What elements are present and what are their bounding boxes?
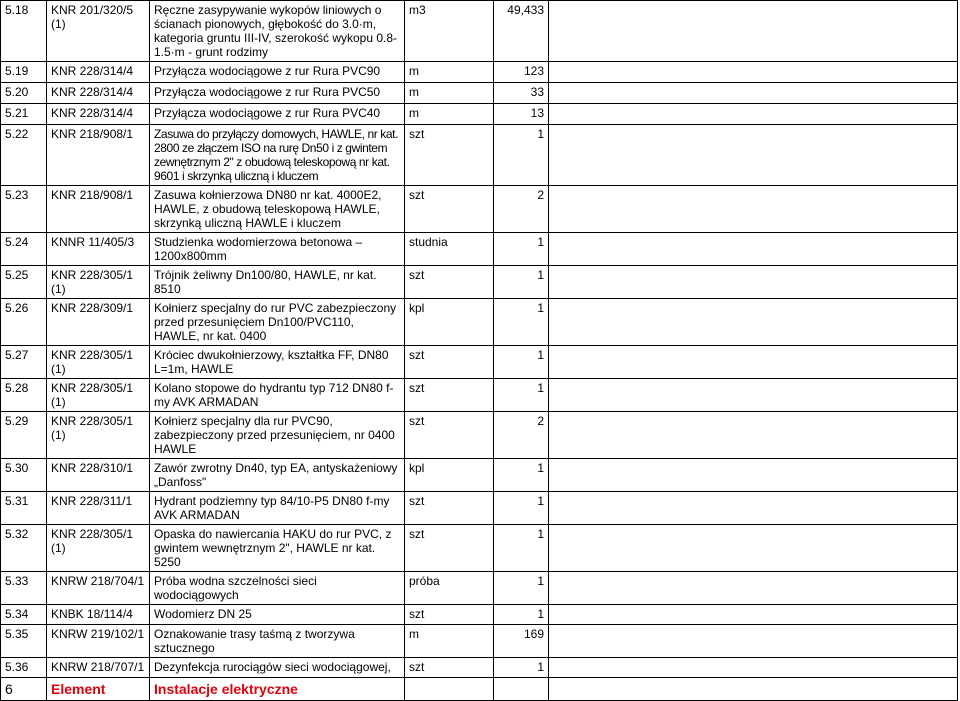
catalog-code-cell: KNR 228/305/1 (1) xyxy=(47,346,150,379)
description-cell: Hydrant podziemny typ 84/10-P5 DN80 f-my AVK ARMADAN xyxy=(150,492,405,525)
item-number-cell: 5.31 xyxy=(1,492,47,525)
empty-cell xyxy=(405,678,494,701)
empty-cell xyxy=(549,379,958,412)
item-number-cell: 5.25 xyxy=(1,266,47,299)
catalog-code-cell: KNRW 219/102/1 xyxy=(47,625,150,658)
quantity-cell: 13 xyxy=(494,104,549,125)
unit-cell: kpl xyxy=(405,459,494,492)
empty-cell xyxy=(549,412,958,459)
empty-cell xyxy=(549,625,958,658)
item-number-cell: 5.35 xyxy=(1,625,47,658)
item-number-cell: 5.36 xyxy=(1,658,47,678)
quantity-cell: 2 xyxy=(494,412,549,459)
quantity-cell: 123 xyxy=(494,62,549,83)
table-row xyxy=(1,459,958,492)
catalog-code-cell: KNR 228/305/1 (1) xyxy=(47,525,150,572)
empty-cell xyxy=(549,525,958,572)
quantity-cell: 1 xyxy=(494,605,549,625)
quantity-cell: 1 xyxy=(494,658,549,678)
table-row xyxy=(1,605,958,625)
empty-cell xyxy=(549,104,958,125)
quantity-cell: 1 xyxy=(494,379,549,412)
catalog-code-cell: KNR 228/309/1 xyxy=(47,299,150,346)
unit-cell: m3 xyxy=(405,1,494,62)
table-row xyxy=(1,412,958,459)
catalog-code-cell: KNR 218/908/1 xyxy=(47,125,150,186)
empty-cell xyxy=(549,299,958,346)
unit-cell: szt xyxy=(405,125,494,186)
unit-cell: m xyxy=(405,83,494,104)
description-cell: Ręczne zasypywanie wykopów liniowych o ścianach pionowych, głębokość do 3.0·m, kategoria gruntu III-IV, szerokość wykopu 0.8-1.5·m - grunt rodzimy xyxy=(150,1,405,62)
unit-cell: m xyxy=(405,104,494,125)
catalog-code-cell: KNR 228/311/1 xyxy=(47,492,150,525)
description-cell: Zawór zwrotny Dn40, typ EA, antyskażeniowy „Danfoss" xyxy=(150,459,405,492)
table-row xyxy=(1,1,958,62)
table-row xyxy=(1,572,958,605)
catalog-code-cell: KNBK 18/114/4 xyxy=(47,605,150,625)
catalog-code-cell: KNNR 11/405/3 xyxy=(47,233,150,266)
unit-cell: szt xyxy=(405,605,494,625)
description-cell: Przyłącza wodociągowe z rur Rura PVC50 xyxy=(150,83,405,104)
quantity-cell: 1 xyxy=(494,492,549,525)
quantity-cell: 2 xyxy=(494,186,549,233)
catalog-code-cell: KNR 228/310/1 xyxy=(47,459,150,492)
description-cell: Kołnierz specjalny do rur PVC zabezpieczony przed przesunięciem Dn100/PVC110, HAWLE, nr kat. 0400 xyxy=(150,299,405,346)
item-number-cell: 5.22 xyxy=(1,125,47,186)
item-number-cell: 5.20 xyxy=(1,83,47,104)
description-cell: Dezynfekcja rurociągów sieci wodociągowej, xyxy=(150,658,405,678)
description-cell: Kołnierz specjalny dla rur PVC90, zabezpieczony przed przesunięciem, nr 0400 HAWLE xyxy=(150,412,405,459)
item-number-cell: 5.18 xyxy=(1,1,47,62)
quantity-cell: 49,433 xyxy=(494,1,549,62)
empty-cell xyxy=(549,83,958,104)
description-cell: Kolano stopowe do hydrantu typ 712 DN80 f-my AVK ARMADAN xyxy=(150,379,405,412)
unit-cell: studnia xyxy=(405,233,494,266)
item-number-cell: 5.21 xyxy=(1,104,47,125)
table-row xyxy=(1,266,958,299)
quantity-cell: 1 xyxy=(494,266,549,299)
empty-cell xyxy=(549,266,958,299)
quantity-cell: 1 xyxy=(494,525,549,572)
empty-cell xyxy=(549,233,958,266)
unit-cell: próba xyxy=(405,572,494,605)
description-cell: Oznakowanie trasy taśmą z tworzywa sztucznego xyxy=(150,625,405,658)
item-number-cell: 5.27 xyxy=(1,346,47,379)
description-cell: Króciec dwukołnierzowy, kształtka FF, DN80 L=1m, HAWLE xyxy=(150,346,405,379)
description-cell: Przyłącza wodociągowe z rur Rura PVC90 xyxy=(150,62,405,83)
quantity-cell: 1 xyxy=(494,125,549,186)
item-number-cell: 5.29 xyxy=(1,412,47,459)
unit-cell: szt xyxy=(405,186,494,233)
empty-cell xyxy=(549,346,958,379)
table-row xyxy=(1,346,958,379)
unit-cell: szt xyxy=(405,492,494,525)
section-element-label: Element xyxy=(47,678,150,701)
empty-cell xyxy=(549,459,958,492)
item-number-cell: 5.19 xyxy=(1,62,47,83)
table-row xyxy=(1,492,958,525)
catalog-code-cell: KNRW 218/707/1 xyxy=(47,658,150,678)
catalog-code-cell: KNR 218/908/1 xyxy=(47,186,150,233)
unit-cell: szt xyxy=(405,346,494,379)
table-row xyxy=(1,62,958,83)
unit-cell: szt xyxy=(405,412,494,459)
table-row xyxy=(1,299,958,346)
catalog-code-cell: KNR 228/305/1 (1) xyxy=(47,379,150,412)
unit-cell: szt xyxy=(405,525,494,572)
empty-cell xyxy=(549,678,958,701)
table-row xyxy=(1,625,958,658)
unit-cell: kpl xyxy=(405,299,494,346)
description-cell: Wodomierz DN 25 xyxy=(150,605,405,625)
item-number-cell: 5.34 xyxy=(1,605,47,625)
unit-cell: szt xyxy=(405,266,494,299)
item-number-cell: 5.30 xyxy=(1,459,47,492)
item-number-cell: 5.23 xyxy=(1,186,47,233)
empty-cell xyxy=(549,572,958,605)
catalog-code-cell: KNRW 218/704/1 xyxy=(47,572,150,605)
table-row xyxy=(1,186,958,233)
empty-cell xyxy=(549,186,958,233)
description-cell: Zasuwa kołnierzowa DN80 nr kat. 4000E2, HAWLE, z obudową teleskopową HAWLE, skrzynką uliczną HAWLE i kluczem xyxy=(150,186,405,233)
description-cell: Studzienka wodomierzowa betonowa – 1200x800mm xyxy=(150,233,405,266)
catalog-code-cell: KNR 228/314/4 xyxy=(47,83,150,104)
catalog-code-cell: KNR 228/314/4 xyxy=(47,104,150,125)
quantity-cell: 169 xyxy=(494,625,549,658)
unit-cell: m xyxy=(405,62,494,83)
table-row xyxy=(1,525,958,572)
item-number-cell: 5.26 xyxy=(1,299,47,346)
section-header-row xyxy=(1,678,958,701)
empty-cell xyxy=(549,658,958,678)
item-number-cell: 5.28 xyxy=(1,379,47,412)
item-number-cell: 5.32 xyxy=(1,525,47,572)
catalog-code-cell: KNR 228/305/1 (1) xyxy=(47,412,150,459)
table-row xyxy=(1,125,958,186)
catalog-code-cell: KNR 228/305/1 (1) xyxy=(47,266,150,299)
empty-cell xyxy=(549,1,958,62)
description-cell: Trójnik żeliwny Dn100/80, HAWLE, nr kat. 8510 xyxy=(150,266,405,299)
quantity-cell: 1 xyxy=(494,299,549,346)
quantity-cell: 1 xyxy=(494,572,549,605)
catalog-code-cell: KNR 201/320/5 (1) xyxy=(47,1,150,62)
unit-cell: m xyxy=(405,625,494,658)
description-cell: Przyłącza wodociągowe z rur Rura PVC40 xyxy=(150,104,405,125)
description-cell: Zasuwa do przyłączy domowych, HAWLE, nr kat. 2800 ze złączem ISO na rurę Dn50 i z gwintem zewnętrznym 2" z obudową teleskopową nr kat. 9601 i skrzynką uliczną i kluczem xyxy=(150,125,405,186)
empty-cell xyxy=(549,62,958,83)
table-row xyxy=(1,658,958,678)
table-row xyxy=(1,379,958,412)
quantity-cell: 1 xyxy=(494,459,549,492)
empty-cell xyxy=(549,605,958,625)
quantity-cell: 1 xyxy=(494,233,549,266)
unit-cell: szt xyxy=(405,379,494,412)
quantity-cell: 33 xyxy=(494,83,549,104)
unit-cell: szt xyxy=(405,658,494,678)
table-row xyxy=(1,233,958,266)
empty-cell xyxy=(549,492,958,525)
item-number-cell: 5.24 xyxy=(1,233,47,266)
description-cell: Próba wodna szczelności sieci wodociągowych xyxy=(150,572,405,605)
description-cell: Opaska do nawiercania HAKU do rur PVC, z gwintem wewnętrznym 2", HAWLE nr kat. 5250 xyxy=(150,525,405,572)
catalog-code-cell: KNR 228/314/4 xyxy=(47,62,150,83)
section-number: 6 xyxy=(1,678,47,701)
empty-cell xyxy=(494,678,549,701)
table-row xyxy=(1,83,958,104)
table-row xyxy=(1,104,958,125)
quantity-cell: 1 xyxy=(494,346,549,379)
section-title: Instalacje elektryczne xyxy=(150,678,405,701)
empty-cell xyxy=(549,125,958,186)
item-number-cell: 5.33 xyxy=(1,572,47,605)
